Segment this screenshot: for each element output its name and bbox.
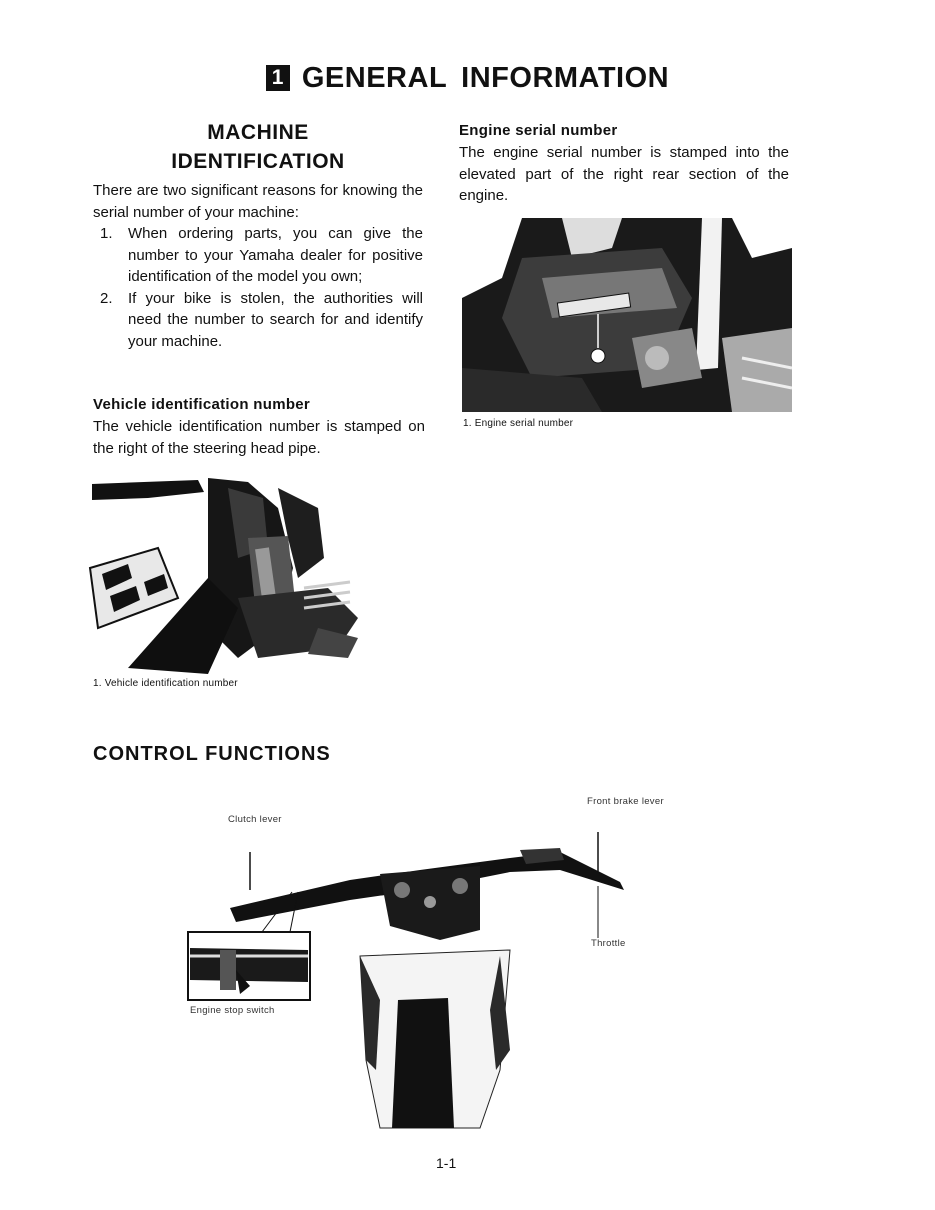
list-item-text: If your bike is stolen, the authorities will need the number to search for and identify your machine.: [128, 289, 423, 350]
list-item: [93, 223, 423, 288]
machine-identification-body: [93, 180, 423, 352]
heading-line-1: MACHINE: [207, 121, 309, 144]
chapter-title-word-1: GENERAL: [301, 62, 448, 94]
chapter-title: [0, 62, 935, 95]
vehicle-id-caption: 1. Vehicle identification number: [93, 678, 238, 689]
vehicle-id-photo: [88, 478, 380, 676]
engine-serial-photo: [462, 218, 792, 412]
vehicle-id-heading: Vehicle identification number: [93, 396, 311, 413]
front-brake-lever-label: Front brake lever: [587, 796, 664, 807]
control-functions-heading: CONTROL FUNCTIONS: [93, 743, 331, 765]
engine-serial-caption: 1. Engine serial number: [463, 418, 574, 429]
list-item-text: When ordering parts, you can give the number to your Yamaha dealer for positive identification of the model you own;: [128, 225, 423, 285]
machine-identification-heading: [93, 118, 423, 176]
chapter-number-badge: 1: [266, 65, 290, 91]
intro-paragraph: There are two significant reasons for knowing the serial number of your machine:: [93, 182, 423, 221]
control-functions-photo: [180, 830, 640, 1130]
list-item-number: 1.: [100, 225, 113, 242]
throttle-label: Throttle: [591, 938, 626, 949]
chapter-title-word-2: INFORMATION: [461, 62, 670, 94]
list-item: [93, 288, 423, 353]
vehicle-id-paragraph: The vehicle identification number is stamped on the right of the steering head pipe.: [93, 418, 425, 457]
engine-serial-heading: Engine serial number: [459, 122, 618, 139]
engine-serial-paragraph: The engine serial number is stamped into the elevated part of the right rear section of the engine.: [459, 144, 789, 204]
engine-stop-switch-label: Engine stop switch: [190, 1005, 275, 1016]
clutch-lever-label: Clutch lever: [228, 814, 282, 825]
heading-line-2: IDENTIFICATION: [171, 150, 345, 173]
list-item-number: 2.: [100, 289, 113, 307]
page-number: 1-1: [436, 1155, 457, 1171]
reasons-list: [93, 223, 423, 352]
